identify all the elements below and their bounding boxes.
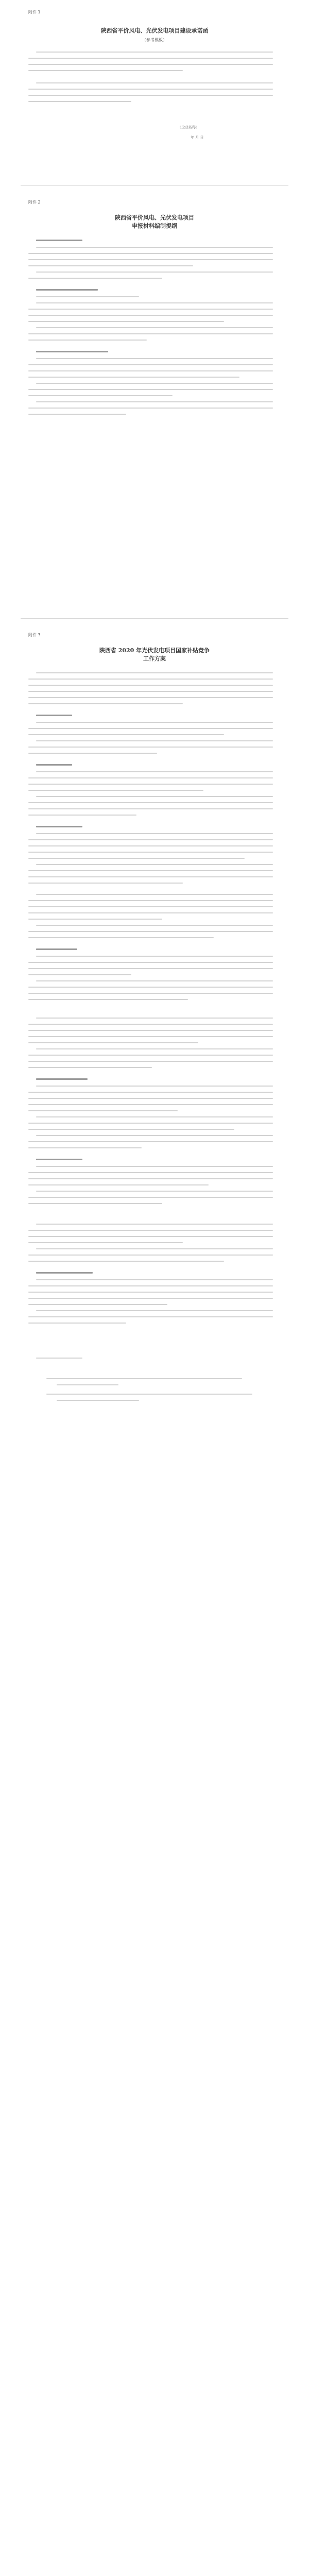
text-line xyxy=(28,876,273,877)
text-line xyxy=(28,408,273,409)
text-line xyxy=(28,253,273,254)
text-line xyxy=(36,796,273,797)
page-title-line-2: 申报材料编制提纲 xyxy=(132,223,177,229)
text-line xyxy=(36,1224,273,1225)
page-title: 陕西省平价风电、光伏发电项目建设承诺函 xyxy=(100,27,209,34)
text-line xyxy=(36,296,139,297)
text-line xyxy=(36,1248,273,1249)
text-line xyxy=(28,340,147,341)
text-line xyxy=(36,272,273,273)
text-line xyxy=(28,1067,152,1068)
section-heading xyxy=(36,289,98,291)
text-line xyxy=(28,1129,234,1130)
text-line xyxy=(28,64,273,65)
text-line xyxy=(28,101,131,102)
text-line xyxy=(28,1304,167,1305)
text-line xyxy=(36,1086,273,1087)
text-line xyxy=(28,1242,183,1243)
text-line xyxy=(36,894,273,895)
section-heading xyxy=(36,1078,88,1080)
text-line xyxy=(28,321,224,322)
text-line xyxy=(28,370,273,371)
text-line xyxy=(28,259,273,260)
text-line xyxy=(28,858,245,859)
text-line xyxy=(28,1178,273,1179)
text-line xyxy=(36,327,273,328)
section-heading xyxy=(36,1159,82,1160)
text-line xyxy=(36,1166,273,1167)
attachment-label: 附件 2 xyxy=(28,200,41,205)
text-line xyxy=(28,1042,198,1043)
document-page-1 xyxy=(0,0,309,183)
text-line xyxy=(46,1394,252,1395)
document-page-3 xyxy=(0,626,309,2576)
text-line xyxy=(36,925,273,926)
text-line xyxy=(46,1378,242,1379)
text-line xyxy=(28,919,162,920)
text-line xyxy=(28,265,193,266)
section-heading xyxy=(36,948,77,950)
text-line xyxy=(28,1184,209,1185)
document-page-2 xyxy=(0,193,309,616)
text-line xyxy=(28,937,214,938)
text-line xyxy=(36,1191,273,1192)
text-line xyxy=(57,1400,139,1401)
text-line xyxy=(28,870,273,871)
text-line xyxy=(28,1147,142,1148)
text-line xyxy=(28,395,173,396)
text-line xyxy=(36,52,273,53)
text-line xyxy=(28,906,273,907)
text-line xyxy=(28,1055,273,1056)
text-line xyxy=(36,672,273,673)
attachment-label: 附件 3 xyxy=(28,633,41,637)
text-line xyxy=(36,722,273,723)
text-line xyxy=(28,315,273,316)
text-line xyxy=(28,968,273,969)
text-line xyxy=(28,278,162,279)
text-line xyxy=(28,89,273,90)
attachment-label: 附件 1 xyxy=(28,10,41,14)
text-line xyxy=(28,852,273,853)
text-line xyxy=(28,679,273,680)
text-line xyxy=(28,703,183,704)
text-line xyxy=(28,753,157,754)
page-subtitle: （参考模板） xyxy=(142,38,167,42)
text-line xyxy=(36,1048,273,1049)
section-heading xyxy=(36,351,108,352)
text-line xyxy=(28,1298,273,1299)
text-line xyxy=(28,389,273,390)
text-line xyxy=(36,864,273,865)
text-line xyxy=(28,987,273,988)
text-line xyxy=(36,833,273,834)
text-line xyxy=(28,1104,273,1105)
text-line xyxy=(28,1123,273,1124)
text-line xyxy=(28,999,188,1000)
text-line xyxy=(28,1203,162,1204)
text-line xyxy=(28,1230,273,1231)
page-title-line-1: 陕西省 2020 年光伏发电项目国家补贴竞争 xyxy=(99,647,210,654)
text-line xyxy=(28,1098,273,1099)
text-line xyxy=(28,734,224,735)
text-line xyxy=(28,309,273,310)
text-line xyxy=(28,70,183,71)
text-line xyxy=(28,747,273,748)
text-line xyxy=(28,883,183,884)
text-line xyxy=(28,58,273,59)
text-line xyxy=(36,1135,273,1136)
text-line xyxy=(36,82,273,83)
text-line xyxy=(28,962,273,963)
text-line xyxy=(28,808,273,809)
text-line xyxy=(28,1292,273,1293)
text-line xyxy=(28,1036,273,1037)
text-line xyxy=(28,1172,273,1173)
text-line xyxy=(36,740,273,741)
text-line xyxy=(28,802,273,803)
section-heading xyxy=(36,1272,93,1274)
text-line xyxy=(28,728,273,729)
text-line xyxy=(28,691,273,692)
text-line xyxy=(28,1236,273,1237)
page-title-line-2: 工作方案 xyxy=(143,655,166,662)
text-line xyxy=(28,784,273,785)
text-line xyxy=(28,333,273,334)
text-line xyxy=(57,1384,118,1385)
text-line xyxy=(36,956,273,957)
text-line xyxy=(36,1018,273,1019)
text-line xyxy=(28,931,273,932)
page-title-line-1: 陕西省平价风电、光伏发电项目 xyxy=(115,214,194,221)
text-line xyxy=(28,900,273,901)
text-line xyxy=(28,1323,126,1324)
text-line xyxy=(28,95,273,96)
text-line xyxy=(28,974,131,975)
text-line xyxy=(28,1092,273,1093)
text-line xyxy=(36,771,273,772)
text-line xyxy=(28,685,273,686)
text-line xyxy=(28,1285,273,1286)
text-line xyxy=(28,777,273,778)
text-line xyxy=(28,1030,273,1031)
text-line xyxy=(28,1024,273,1025)
text-line xyxy=(36,1310,273,1311)
text-line xyxy=(28,1141,273,1142)
signature-date: 年 月 日 xyxy=(191,135,204,140)
text-line xyxy=(28,790,203,791)
text-line xyxy=(28,1061,273,1062)
text-line xyxy=(36,302,273,303)
text-line xyxy=(28,845,273,846)
section-heading xyxy=(36,240,82,241)
text-line xyxy=(36,1116,273,1117)
section-heading xyxy=(36,715,72,716)
text-line xyxy=(36,358,273,359)
text-line xyxy=(28,364,273,365)
page-divider xyxy=(21,185,288,186)
text-line xyxy=(28,1255,273,1256)
section-heading xyxy=(36,764,72,766)
text-line xyxy=(28,1261,224,1262)
text-line xyxy=(28,377,239,378)
text-line xyxy=(28,993,273,994)
text-line xyxy=(28,414,126,415)
text-line xyxy=(36,1279,273,1280)
text-line xyxy=(28,697,273,698)
text-line xyxy=(28,839,273,840)
page-divider xyxy=(21,618,288,619)
section-heading xyxy=(36,826,82,827)
signature-company: （企业名称） xyxy=(178,125,199,129)
text-line xyxy=(28,815,136,816)
text-line xyxy=(36,383,273,384)
text-line xyxy=(28,1197,273,1198)
text-line xyxy=(28,1110,178,1111)
text-line xyxy=(36,1358,82,1359)
text-line xyxy=(28,912,273,913)
text-line xyxy=(36,401,273,402)
text-line xyxy=(28,1316,273,1317)
text-line xyxy=(36,247,273,248)
text-line xyxy=(36,980,273,981)
